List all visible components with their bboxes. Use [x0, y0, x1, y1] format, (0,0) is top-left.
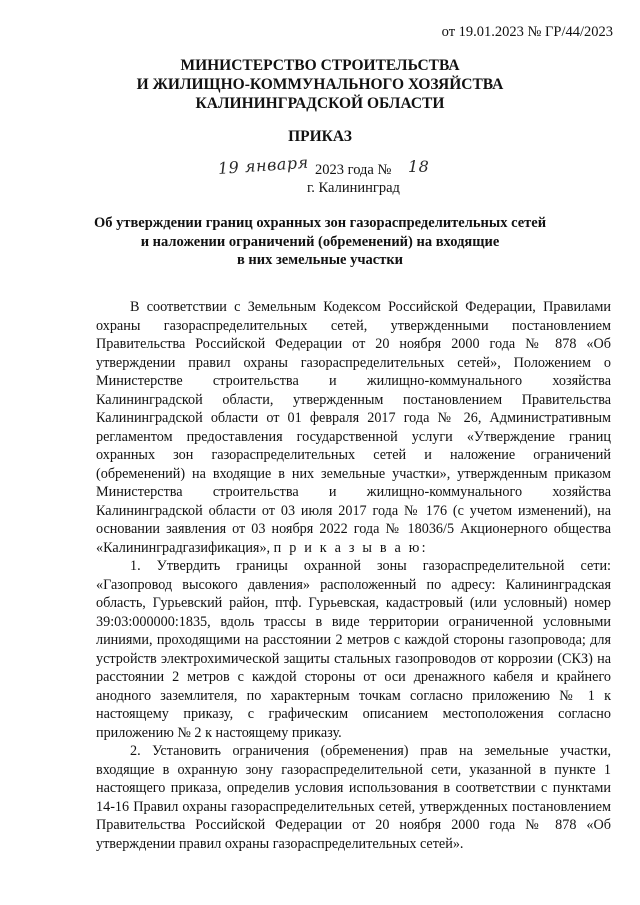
order-word: п р и к а з ы в а ю:	[273, 539, 428, 556]
registration-stamp: от 19.01.2023 № ГР/44/2023	[441, 24, 613, 40]
preamble-paragraph	[96, 298, 611, 557]
item-2-paragraph: 2. Установить ограничения (обременения) прав на земельные участки, входящие в охранную зону газораспределительной сети, указанной в пункте 1 настоящего приказа, определив условия использования в соответствии с пунктами 14-16 Правил охраны газораспределительных сетей, утвержденных постановлением Правительства Российской Федерации от 20 ноября 2000 года № 878 «Об утверждении правил охраны газораспределительных сетей».	[96, 743, 611, 852]
preamble-text: В соответствии с Земельным Кодексом Российской Федерации, Правилами охраны газораспределительных сетей, утвержденными постановлением Правительства Российской Федерации от 20 ноября 2000 года № 878 «Об утверждении правил охраны газораспределительных сетей», Положением о Министерстве строительства и жилищно-коммунального хозяйства Калининградской области, утвержденным постановлением Правительства Калининградской области от 01 февраля 2017 года № 26, Административным регламентом предоставления государственной услуги «Утверждение границ охранных зон газораспределительных сетей и наложение ограничений (обременений) на входящие в них земельные участки», утвержденным приказом Министерства строительства и жилищно-коммунального хозяйства Калининградской области от 03 июля 2017 года № 176 (с учетом изменений), на основании заявления от 03 ноября 2022 года № 18036/5 Акционерного общества «Калининградгазификация»,	[96, 299, 611, 556]
subject-line-2: и наложении ограничений (обременений) на входящие	[140, 233, 500, 250]
subject-heading	[0, 214, 640, 270]
subject-line-3: в них земельные участки	[236, 252, 404, 268]
ministry-line-3: КАЛИНИНГРАДСКОЙ ОБЛАСТИ	[195, 95, 445, 112]
document-body	[96, 298, 611, 853]
document-type: ПРИКАЗ	[288, 128, 352, 145]
subject-line-1: Об утверждении границ охранных зон газораспределительных сетей	[93, 215, 547, 231]
city-label: г. Калининград	[307, 180, 400, 196]
item-1-paragraph: 1. Утвердить границы охранной зоны газораспределительной сети: «Газопровод высокого давления» расположенный по адресу: Калининградская область, Гурьевский район, птф. Гурьевская, кадастровый (или условный) номер 39:03:000000:1835, вдоль трассы в виде территории ограниченной условными линиями, проходящими на расстоянии 2 метров с каждой стороны газопровода; для устройств электрохимической защиты стальных газопроводов от коррозии (СКЗ) на расстоянии 2 метров с каждой стороны от оси дренажного кабеля и крайнего анодного заземлителя, по характерным точкам согласно приложению № 1 к настоящему приказу, с графическим описанием местоположения согласно приложению № 2 к настоящему приказу.	[96, 558, 611, 741]
date-year-text: 2023 года №	[315, 162, 392, 178]
ministry-line-2: И ЖИЛИЩНО-КОММУНАЛЬНОГО ХОЗЯЙСТВА	[136, 76, 504, 93]
ministry-line-1: МИНИСТЕРСТВО СТРОИТЕЛЬСТВА	[180, 57, 460, 74]
ministry-heading	[0, 56, 640, 113]
handwritten-date: 19 января	[217, 152, 310, 178]
handwritten-number: 18	[408, 157, 430, 176]
